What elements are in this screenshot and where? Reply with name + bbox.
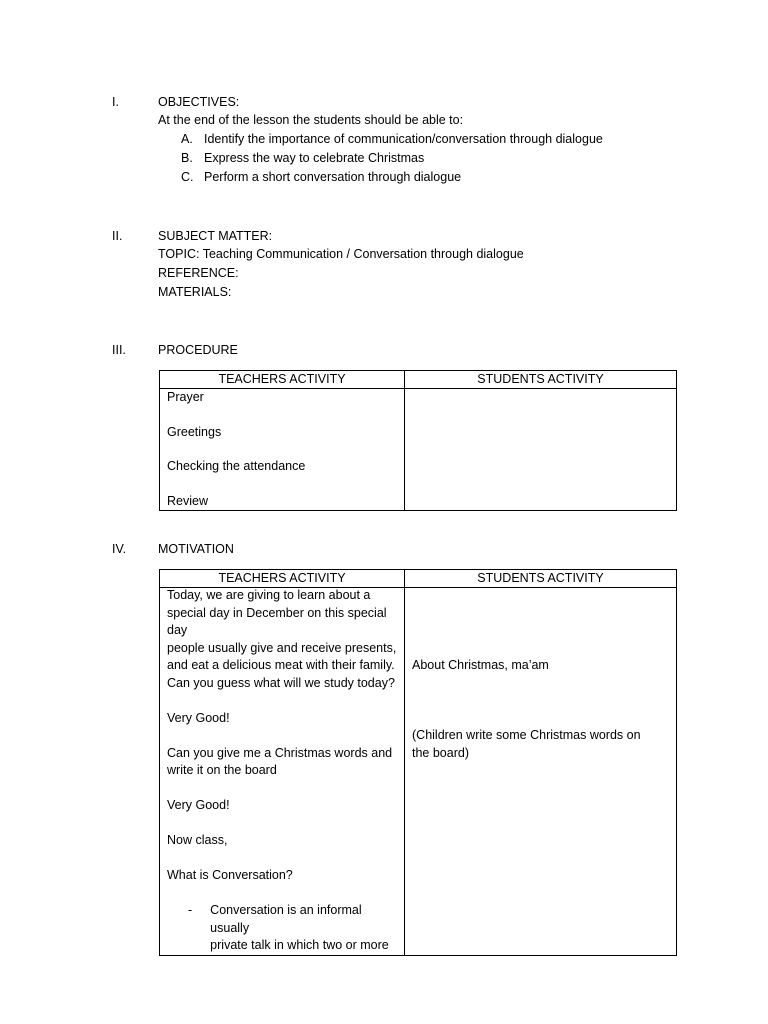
motivation-bullet	[167, 902, 397, 955]
motivation-col-student: STUDENTS ACTIVITY	[405, 570, 677, 588]
procedure-teacher-cell	[160, 389, 405, 511]
motivation-number: IV.	[112, 542, 127, 556]
motivation-col-teacher: TEACHERS ACTIVITY	[160, 570, 405, 588]
motivation-table	[159, 569, 677, 956]
subject-matter-heading: SUBJECT MATTER:	[158, 229, 273, 243]
objective-a-letter: A.	[181, 132, 193, 146]
procedure-col-student: STUDENTS ACTIVITY	[405, 371, 677, 389]
motivation-student-cell	[405, 588, 677, 956]
subject-matter-topic: TOPIC: Teaching Communication / Conversation through dialogue	[158, 247, 524, 261]
objectives-heading: OBJECTIVES:	[158, 95, 240, 109]
objective-a-text: Identify the importance of communication/conversation through dialogue	[204, 132, 603, 146]
bullet-dash: -	[188, 903, 193, 917]
procedure-item-greetings: Greetings	[167, 424, 222, 439]
motivation-heading: MOTIVATION	[158, 542, 234, 556]
objective-b-text: Express the way to celebrate Christmas	[204, 151, 425, 165]
procedure-student-cell	[405, 389, 677, 511]
motivation-teacher-cell	[160, 588, 405, 956]
procedure-col-teacher: TEACHERS ACTIVITY	[160, 371, 405, 389]
objective-c-letter: C.	[181, 170, 194, 184]
bullet-text: Conversation is an informal usually private talk in which two or more	[210, 903, 389, 952]
procedure-item-prayer: Prayer	[167, 390, 204, 404]
subject-matter-reference: REFERENCE:	[158, 266, 239, 280]
procedure-number: III.	[112, 343, 126, 357]
procedure-item-attendance: Checking the attendance	[167, 459, 306, 473]
motivation-student-text: About Christmas, ma’am (Children write some Christmas words on the board)	[412, 658, 641, 760]
objectives-number: I.	[112, 95, 119, 109]
objective-b-letter: B.	[181, 151, 193, 165]
subject-matter-number: II.	[112, 229, 123, 243]
motivation-teacher-text: Today, we are giving to learn about a special day in December on this special day people usually give and receive presents, and eat a delicious meat with their family. Can you guess what will we study today? Very Good! Can you give me a Christmas words and write it on the board Very Good! Now class, What is Conversation?	[167, 588, 397, 882]
procedure-heading: PROCEDURE	[158, 343, 238, 357]
objectives-intro: At the end of the lesson the students should be able to:	[158, 113, 464, 127]
procedure-item-review: Review	[167, 493, 208, 508]
subject-matter-materials: MATERIALS:	[158, 285, 232, 299]
procedure-table	[159, 370, 677, 511]
objective-c-text: Perform a short conversation through dialogue	[204, 170, 462, 184]
